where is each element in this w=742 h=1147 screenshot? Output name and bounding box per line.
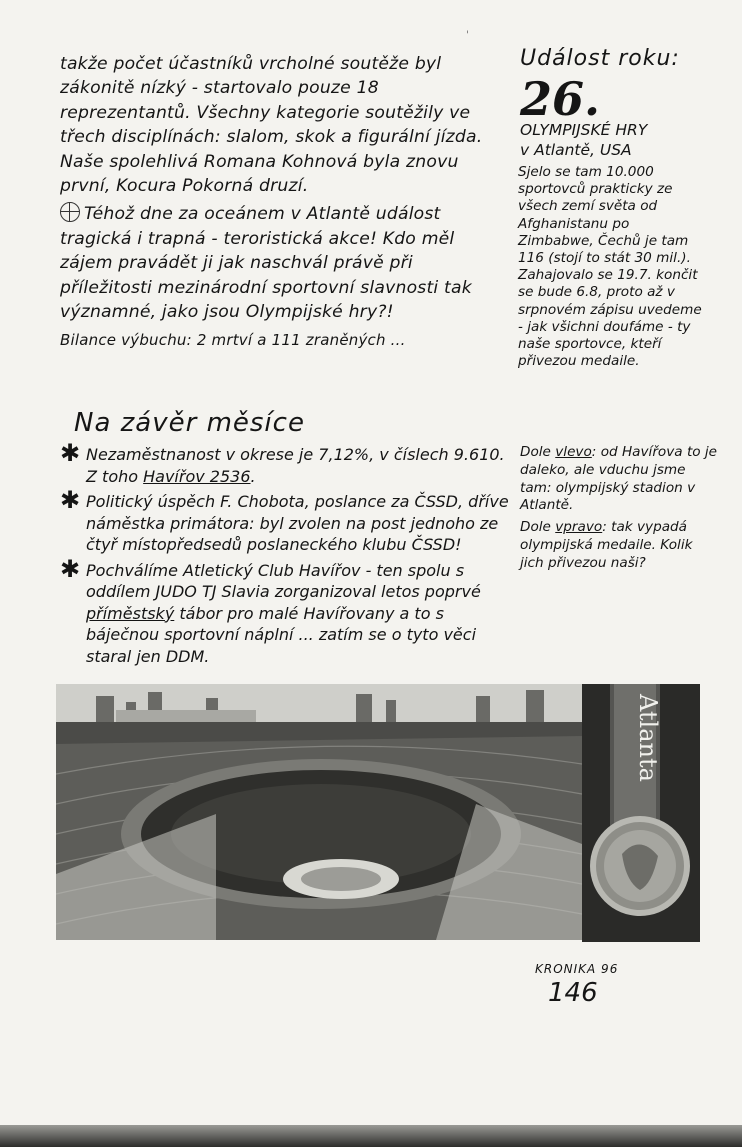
globe-icon: [60, 202, 80, 222]
paragraph-competition: takže počet účastníků vrcholné soutěže byl zákonitě nízký - startovalo pouze 18 reprezentantů. Všechny kategorie soutěžily ve třech disciplínách: slalom, skok a figurální jízda. Naše spolehlivá Romana Kohnová byla znovu první, Kocura Pokorná druzí.: [60, 54, 483, 197]
asterisk-icon: ✱: [60, 486, 81, 514]
main-text: [60, 52, 505, 353]
stadium-illustration: [56, 684, 582, 940]
paragraph-casualties: Bilance výbuchu: 2 mrtví a 111 zraněných ...: [60, 331, 406, 350]
asterisk-icon: ✱: [60, 439, 81, 467]
book-binding: [0, 1125, 742, 1147]
side-subtitle: OLYMPIJSKÉ HRY v Atlantě, USA: [520, 121, 648, 159]
side-title: Událost roku:: [520, 46, 680, 71]
side-notes: [520, 444, 720, 577]
list-item: ✱ Nezaměstnanost v okrese je 7,12%, v číslech 9.610. Z toho Havířov 2536.: [60, 439, 505, 486]
medal-photo: [582, 684, 700, 942]
chronicle-label: KRONIKA 96: [535, 962, 619, 976]
list-item: ✱ Politický úspěch F. Chobota, poslance za ČSSD, dříve náměstka primátora: byl zvolen na post jednoho ze čtyř místopředsedů poslaneckého klubu ČSSD!: [60, 486, 509, 554]
event-number: 26.: [520, 72, 601, 126]
page-number: 146: [548, 978, 598, 1008]
paragraph-atlanta-attack: Téhož dne za oceánem v Atlantě událost tragická i trapná - teroristická akce! Kdo měl zájem pravádět ji jak naschvál právě při příležitosti mezinárodní sportovní slavnosti tak významné, jako jsou Olympijské hry?!: [60, 204, 472, 323]
medal-ribbon-text: Atlanta: [634, 694, 662, 782]
stadium-photo: [56, 684, 582, 940]
list-item: ✱ Pochválíme Atletický Club Havířov - ten spolu s oddílem JUDO TJ Slavia zorganizoval letos poprvé příměstský tábor pro malé Havířovany a to s báječnou sportovní náplní ... zatím se o tyto věci staral jen DDM.: [60, 554, 481, 666]
note-left: Dole vlevo: od Havířova to je daleko, ale vduchu jsme tam: olympijský stadion v Atlantě.: [520, 444, 718, 514]
asterisk-icon: ✱: [60, 554, 81, 583]
closing-heading: Na závěr měsíce: [74, 408, 305, 438]
note-right: Dole vpravo: tak vypadá olympijská medaile. Kolik jich přivezou naši?: [520, 519, 693, 571]
corner-mark: ': [466, 30, 469, 41]
medal-illustration: [582, 684, 700, 942]
side-body: Sjelo se tam 10.000 sportovců prakticky ze všech zemí světa od Afghanistanu po Zimbabwe, Čechů je tam 116 (stojí to stát 30 mil.). Zahajovalo se 19.7. končit se bude 6.8, proto až v srpnovém zápisu uvedeme - jak všichni doufáme - ty naše sportovce, kteří přivezou medaile.: [518, 164, 702, 370]
closing-list: [60, 439, 510, 671]
